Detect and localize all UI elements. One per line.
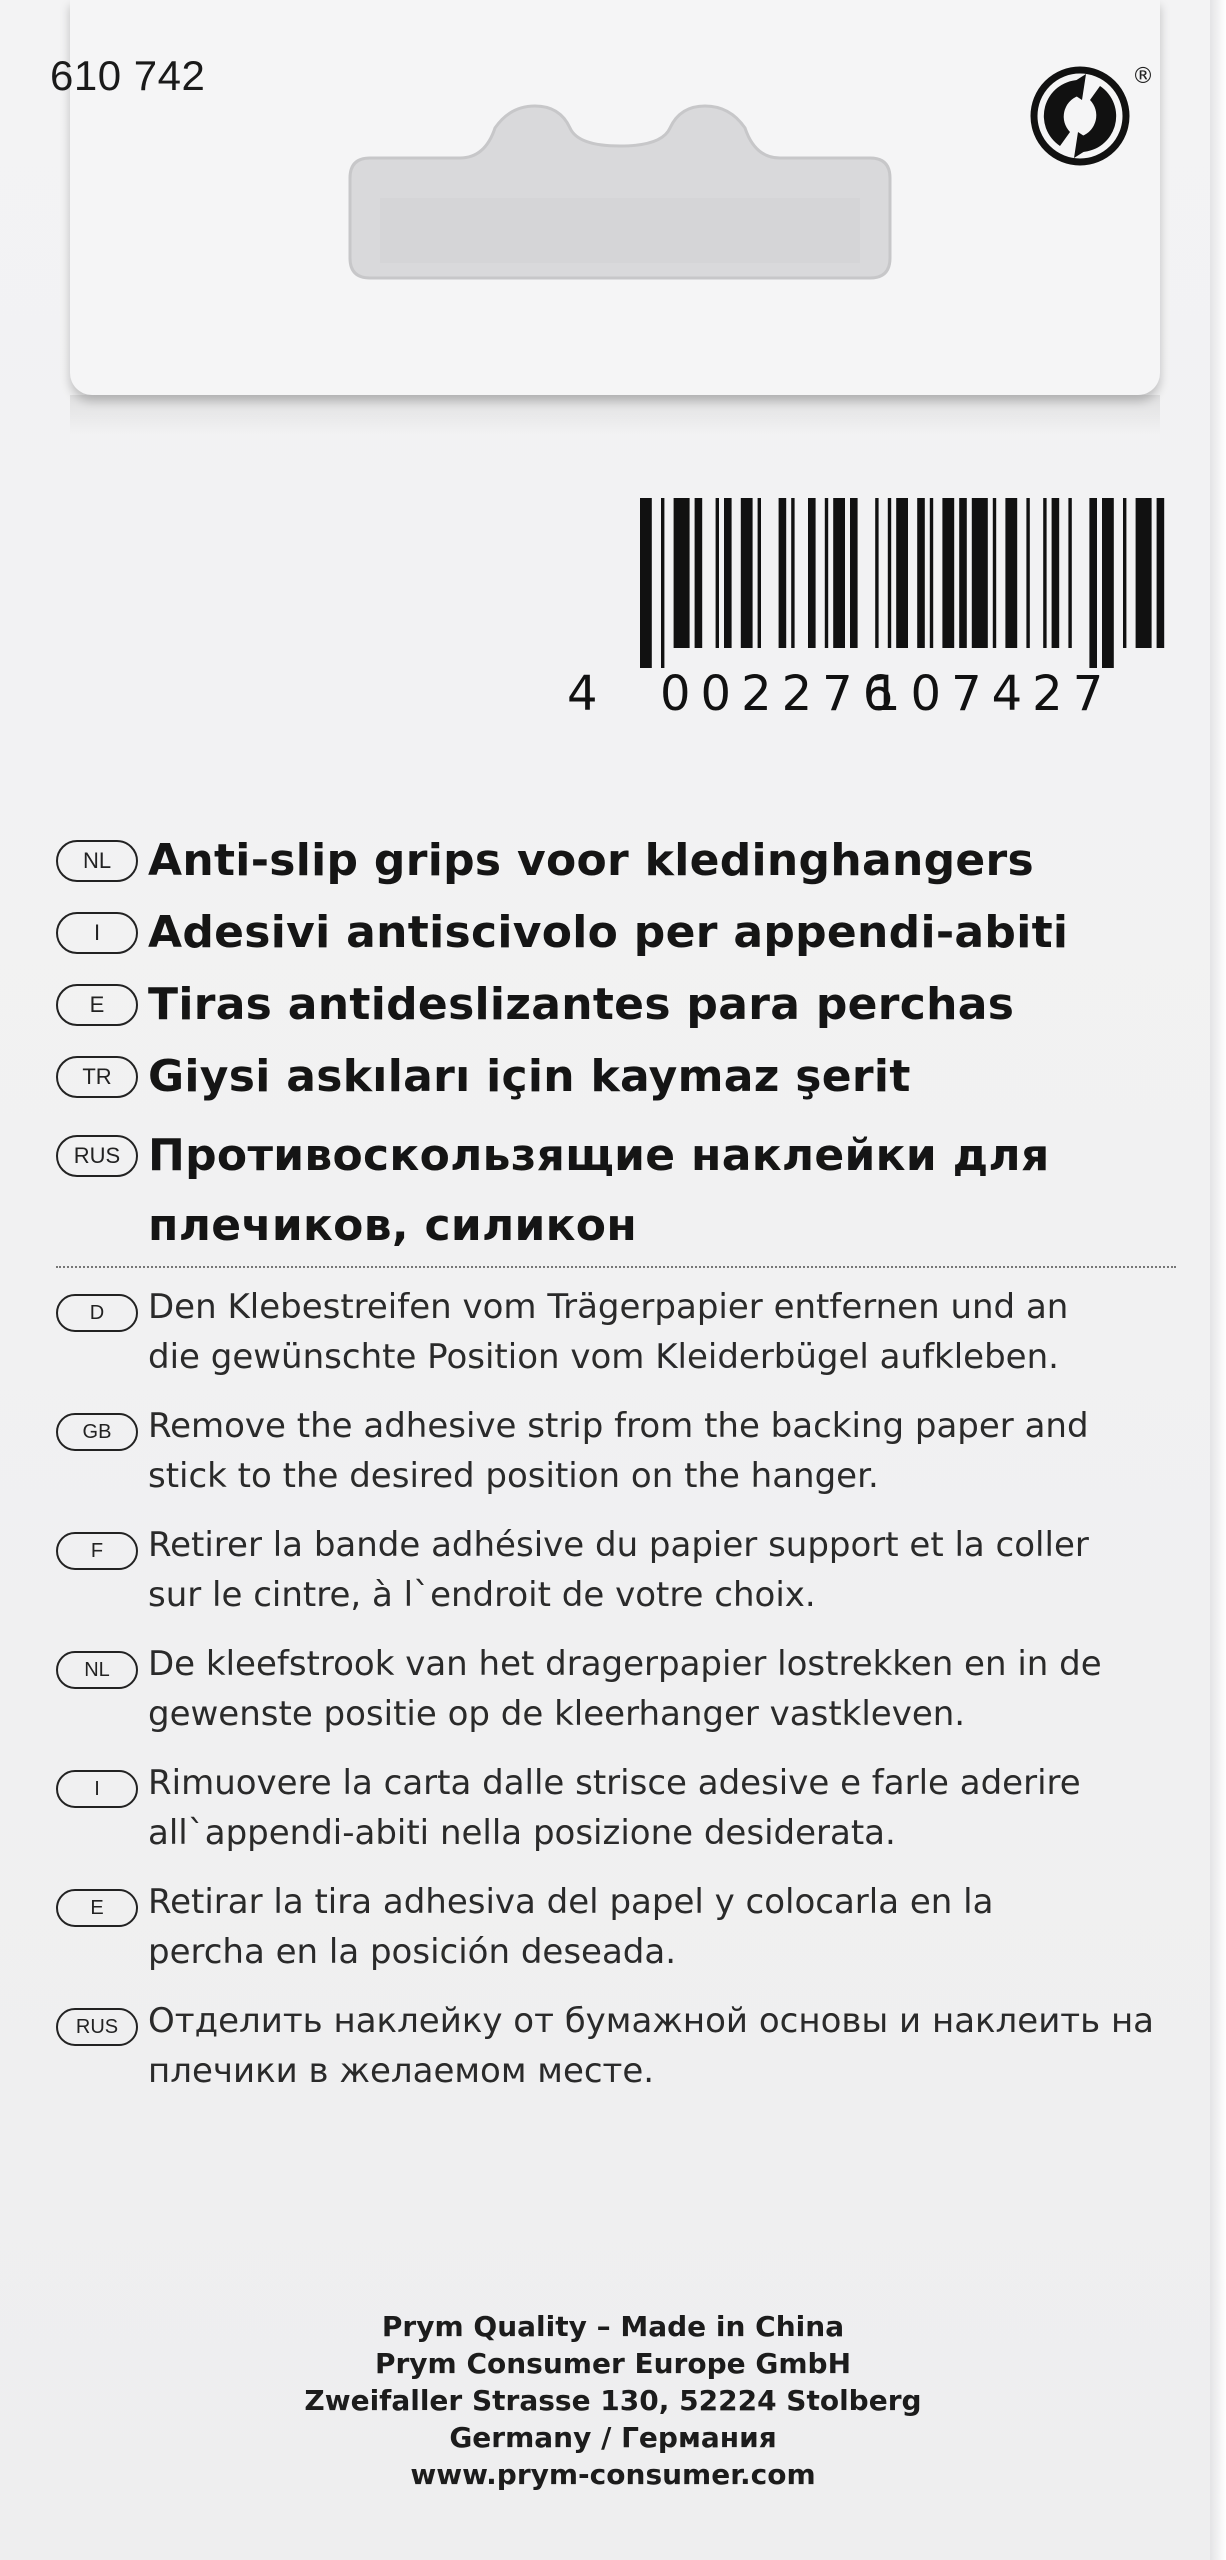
lang-badge-nl: NL bbox=[56, 840, 138, 882]
barcode-bar bbox=[741, 498, 753, 648]
article-number: 610 742 bbox=[50, 52, 206, 99]
instruction-de bbox=[56, 1280, 1176, 1399]
barcode-bar bbox=[972, 498, 988, 648]
card-edge bbox=[1210, 0, 1226, 2560]
barcode-bar bbox=[825, 498, 828, 648]
barcode-bar bbox=[1005, 498, 1017, 648]
section-divider bbox=[56, 1266, 1176, 1268]
usage-instructions bbox=[56, 1280, 1176, 2113]
barcode-right-digits: 107427 bbox=[870, 666, 1114, 722]
instruction-line: Remove the adhesive strip from the backing paper and bbox=[148, 1406, 1089, 1446]
barcode-bar bbox=[1043, 498, 1046, 648]
hang-hole bbox=[320, 88, 920, 288]
barcode-bar bbox=[640, 498, 652, 668]
heading-tr bbox=[56, 1041, 1176, 1113]
instruction-text bbox=[148, 1994, 1154, 2096]
footer-website: www.prym-consumer.com bbox=[410, 2458, 816, 2491]
instruction-text bbox=[148, 1637, 1102, 1739]
instruction-line: Rimuovere la carta dalle strisce adesive e farle aderire bbox=[148, 1763, 1081, 1803]
barcode-first-digit: 4 bbox=[567, 666, 608, 722]
registered-mark: ® bbox=[1132, 64, 1154, 89]
lang-badge-nl: NL bbox=[56, 1651, 138, 1689]
instruction-text bbox=[148, 1875, 993, 1977]
barcode-bar bbox=[1136, 498, 1152, 648]
barcode-bar bbox=[695, 498, 703, 648]
flap-shadow bbox=[70, 395, 1160, 435]
product-headings bbox=[56, 825, 1176, 1253]
instruction-line: percha en la posición deseada. bbox=[148, 1932, 677, 1972]
instruction-line: all`appendi-abiti nella posizione desiderata. bbox=[148, 1813, 896, 1853]
barcode-bar bbox=[850, 498, 858, 648]
barcode bbox=[636, 498, 1176, 668]
heading-text: Giysi askıları için kaymaz şerit bbox=[148, 1051, 911, 1102]
lang-badge-es: E bbox=[56, 1889, 138, 1927]
heading-nl bbox=[56, 825, 1176, 897]
instruction-line: De kleefstrook van het dragerpapier lostrekken en in de bbox=[148, 1644, 1102, 1684]
instruction-text bbox=[148, 1399, 1089, 1501]
instruction-nl bbox=[56, 1637, 1176, 1756]
manufacturer-footer bbox=[0, 2308, 1226, 2493]
lang-badge-gb: GB bbox=[56, 1413, 138, 1451]
barcode-bar bbox=[888, 498, 891, 648]
barcode-bar bbox=[1089, 498, 1097, 668]
barcode-bar bbox=[716, 498, 719, 648]
barcode-bar bbox=[674, 498, 690, 648]
lang-badge-it: I bbox=[56, 912, 138, 954]
instruction-line: Отделить наклейку от бумажной основы и наклеить на bbox=[148, 2001, 1155, 2041]
heading-text: Anti-slip grips voor kledinghangers bbox=[148, 835, 1035, 886]
barcode-bar bbox=[661, 498, 664, 668]
heading-es bbox=[56, 969, 1176, 1041]
lang-badge-rus: RUS bbox=[56, 2008, 138, 2046]
instruction-line: stick to the desired position on the hanger. bbox=[148, 1456, 879, 1496]
barcode-bar bbox=[917, 498, 925, 648]
heading-text: Tiras antideslizantes para perchas bbox=[148, 979, 1015, 1030]
heading-it bbox=[56, 897, 1176, 969]
instruction-rus bbox=[56, 1994, 1176, 2113]
barcode-bar bbox=[1123, 498, 1126, 648]
barcode-bar bbox=[779, 498, 787, 648]
barcode-bar bbox=[875, 498, 878, 648]
instruction-es bbox=[56, 1875, 1176, 1994]
barcode-bar bbox=[758, 498, 761, 648]
heading-text: Adesivi antiscivolo per appendi-abiti bbox=[148, 907, 1069, 958]
barcode-bar bbox=[1102, 498, 1114, 668]
lang-badge-de: D bbox=[56, 1294, 138, 1332]
barcode-bar bbox=[1026, 498, 1029, 648]
barcode-bar bbox=[896, 498, 908, 648]
footer-quality: Prym Quality – Made in China bbox=[381, 2310, 845, 2343]
barcode-bar bbox=[1052, 498, 1060, 648]
instruction-it bbox=[56, 1756, 1176, 1875]
heading-text-line2: плечиков, силикон bbox=[148, 1200, 638, 1251]
lang-badge-rus: RUS bbox=[56, 1135, 138, 1177]
instruction-line: sur le cintre, à l`endroit de votre choix. bbox=[148, 1575, 816, 1615]
instruction-line: Retirer la bande adhésive du papier support et la coller bbox=[148, 1525, 1089, 1565]
instruction-line: плечики в желаемом месте. bbox=[148, 2051, 655, 2091]
green-dot-recycle-icon bbox=[1030, 66, 1130, 166]
barcode-bar bbox=[930, 498, 933, 648]
barcode-left-digits: 002276 bbox=[660, 666, 904, 722]
instruction-line: gewenste positie op de kleerhanger vastkleven. bbox=[148, 1694, 966, 1734]
instruction-text bbox=[148, 1518, 1089, 1620]
heading-text: Противоскользящие наклейки для bbox=[148, 1130, 1050, 1181]
instruction-gb bbox=[56, 1399, 1176, 1518]
lang-badge-fr: F bbox=[56, 1532, 138, 1570]
barcode-bar bbox=[1157, 498, 1165, 648]
instruction-text bbox=[148, 1756, 1081, 1858]
footer-company: Prym Consumer Europe GmbH bbox=[374, 2347, 852, 2380]
barcode-bar bbox=[833, 498, 845, 648]
barcode-bar bbox=[808, 498, 816, 648]
footer-address: Zweifaller Strasse 130, 52224 Stolberg bbox=[304, 2384, 922, 2417]
barcode-bar bbox=[724, 498, 732, 648]
barcode-bar bbox=[1068, 498, 1071, 648]
instruction-fr bbox=[56, 1518, 1176, 1637]
heading-rus bbox=[56, 1113, 1176, 1253]
footer-country: Germany / Германия bbox=[449, 2421, 777, 2454]
barcode-bar bbox=[959, 498, 967, 648]
barcode-bar bbox=[942, 498, 954, 648]
instruction-text bbox=[148, 1280, 1068, 1382]
instruction-line: die gewünschte Position vom Kleiderbügel aufkleben. bbox=[148, 1337, 1059, 1377]
instruction-line: Den Klebestreifen vom Trägerpapier entfernen und an bbox=[148, 1287, 1069, 1327]
instruction-line: Retirar la tira adhesiva del papel y colocarla en la bbox=[148, 1882, 994, 1922]
lang-badge-tr: TR bbox=[56, 1056, 138, 1098]
barcode-bar bbox=[791, 498, 794, 648]
lang-badge-it: I bbox=[56, 1770, 138, 1808]
barcode-bar bbox=[993, 498, 996, 648]
lang-badge-es: E bbox=[56, 984, 138, 1026]
